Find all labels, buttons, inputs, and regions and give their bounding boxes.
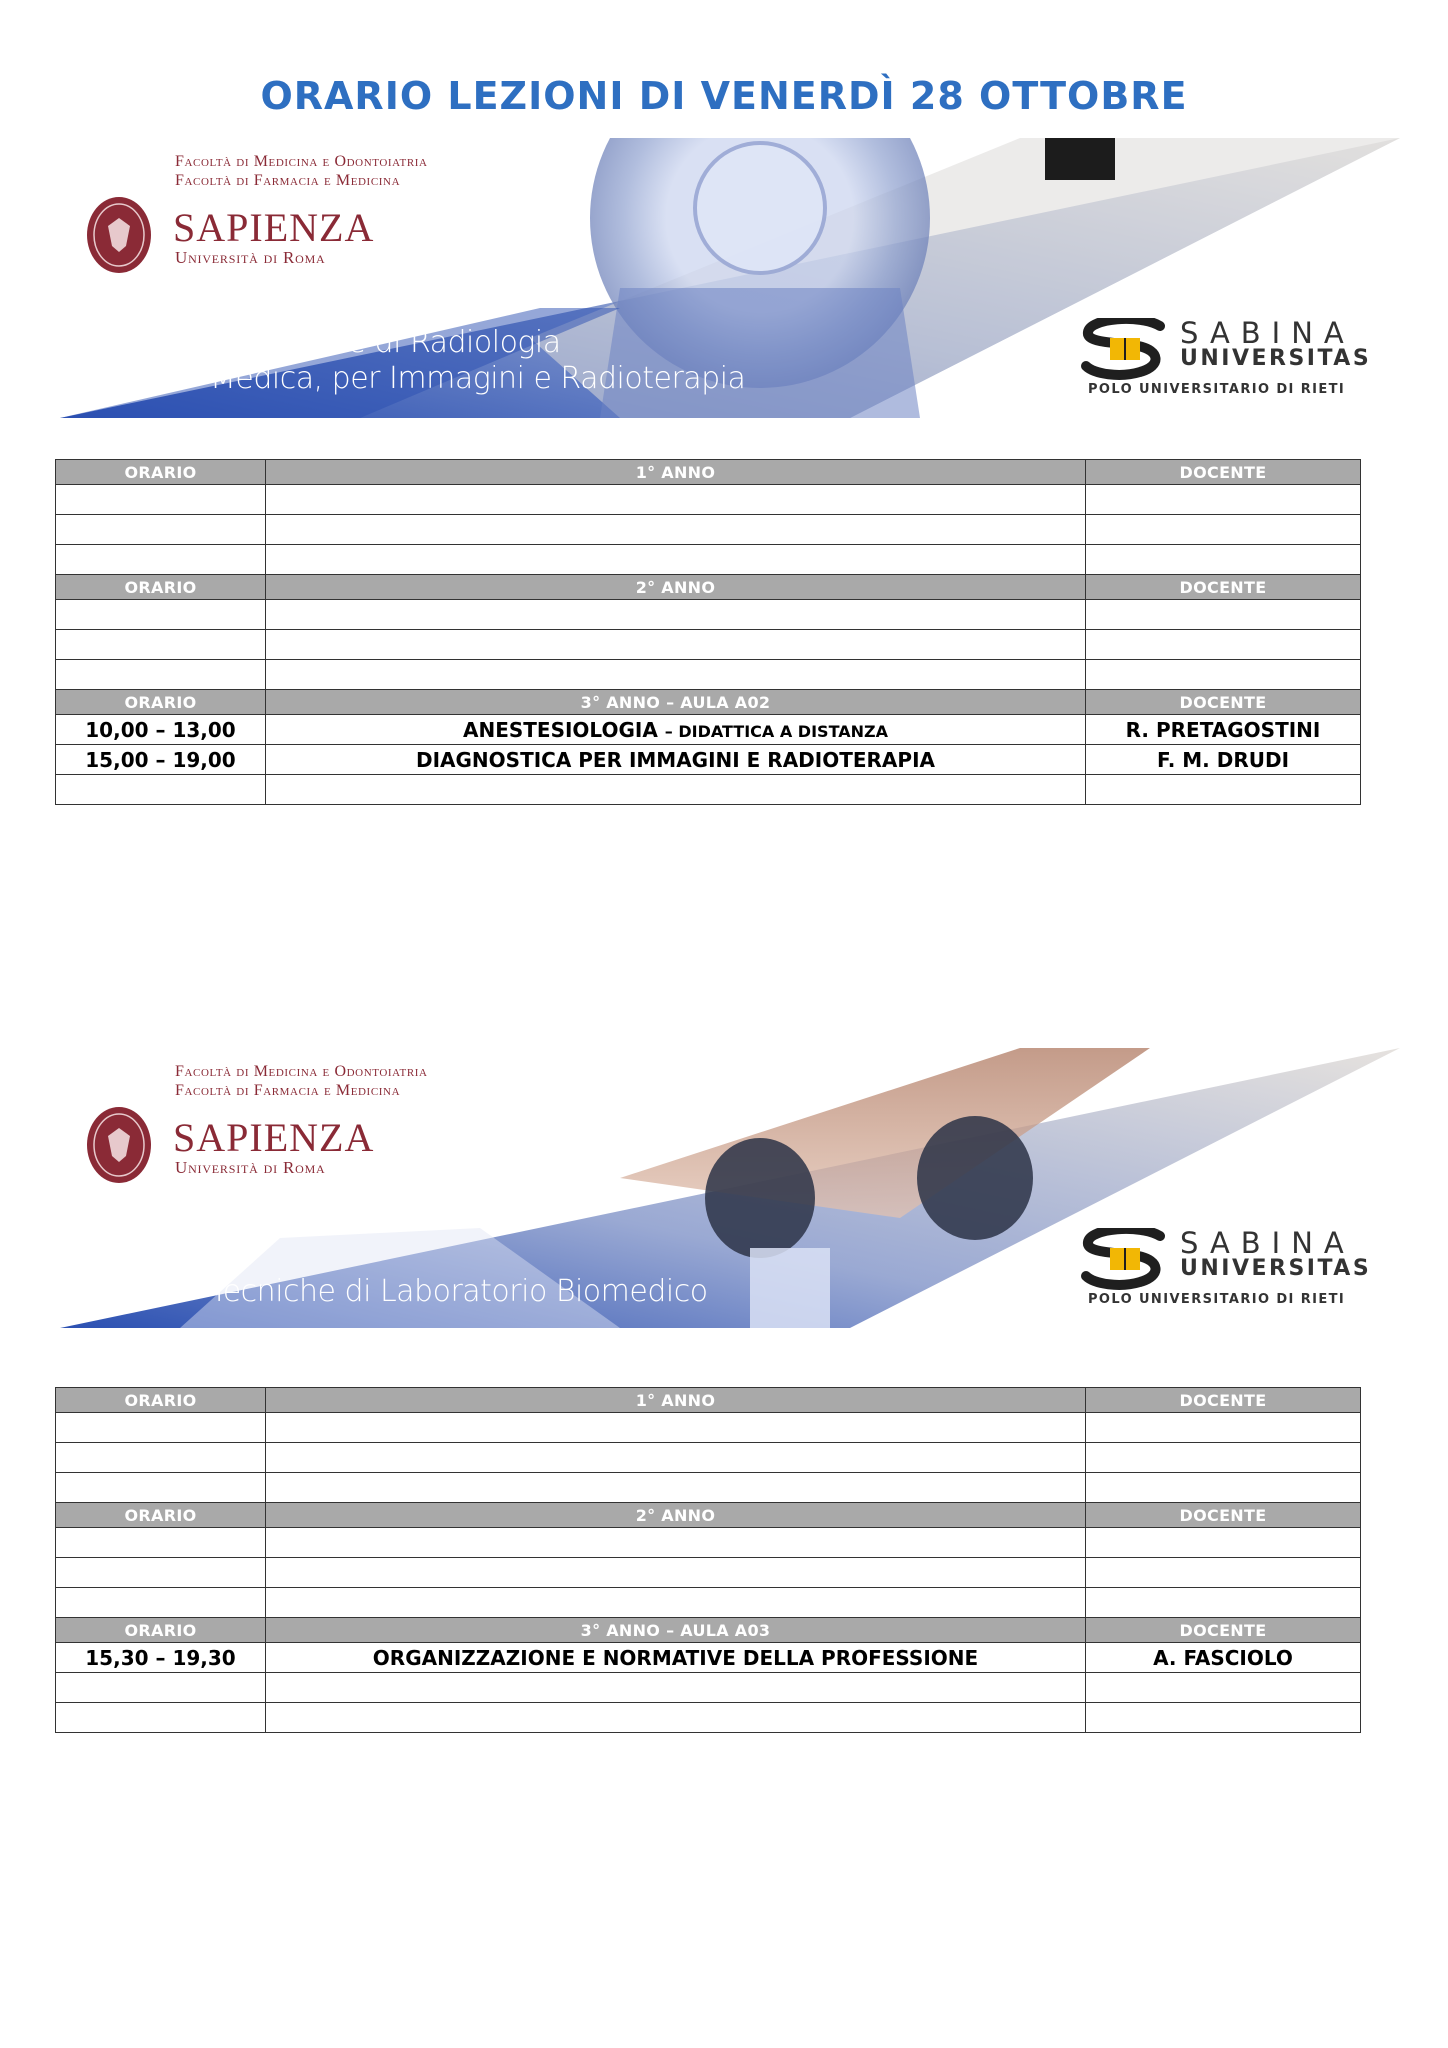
course-title-line-2: Medica, per Immagini e Radioterapia [210,361,746,396]
university-subtitle: Università di Roma [175,248,326,267]
table-cell [56,1443,266,1473]
table-cell [266,1673,1086,1703]
header-anno: 3° ANNO – AULA A02 [266,690,1086,715]
teacher-cell: R. PRETAGOSTINI [1086,715,1361,745]
table-header-row [56,1503,1361,1528]
faculty-line-2: Facoltà di Farmacia e Medicina [175,172,401,189]
table-row [56,1473,1361,1503]
table-cell [1086,485,1361,515]
schedule-table-radiologia [55,459,1361,805]
sabina-logo-icon [1080,318,1172,380]
table-cell [1086,1528,1361,1558]
header-docente: DOCENTE [1086,1618,1361,1643]
table-cell [56,630,266,660]
table-cell [266,515,1086,545]
table-cell [266,600,1086,630]
course-name: ANESTESIOLOGIA [463,717,658,742]
table-row [56,1643,1361,1673]
table-cell [56,1413,266,1443]
table-cell [1086,600,1361,630]
table-cell [56,485,266,515]
header-anno: 2° ANNO [266,1503,1086,1528]
table-cell [1086,1588,1361,1618]
header-orario: ORARIO [56,1503,266,1528]
course-note: – DIDATTICA A DISTANZA [664,721,888,741]
table-cell [266,1588,1086,1618]
header-docente: DOCENTE [1086,690,1361,715]
table-row [56,485,1361,515]
table-cell [1086,630,1361,660]
header-orario: ORARIO [56,1618,266,1643]
table-row [56,1528,1361,1558]
table-cell [56,600,266,630]
table-cell [56,775,266,805]
table-row [56,1558,1361,1588]
table-header-row [56,690,1361,715]
sapienza-seal-icon [86,196,152,274]
table-cell [1086,775,1361,805]
table-header-row [56,575,1361,600]
table-row [56,545,1361,575]
table-cell [1086,1413,1361,1443]
table-row [56,1673,1361,1703]
table-cell [266,485,1086,515]
sabina-universitas-logo [1068,310,1372,400]
time-cell: 15,30 – 19,30 [56,1643,266,1673]
table-row [56,745,1361,775]
table-row [56,1443,1361,1473]
faculty-lines [175,152,428,190]
course-title-line-1: Tecniche di Laboratorio Biomedico [210,1274,708,1309]
table-cell [266,545,1086,575]
table-cell [1086,515,1361,545]
course-cell [266,715,1086,745]
header-orario: ORARIO [56,460,266,485]
table-cell [266,1443,1086,1473]
table-cell [1086,660,1361,690]
table-cell [56,1588,266,1618]
table-cell [266,1473,1086,1503]
table-row [56,515,1361,545]
partner-name-2: UNIVERSITAS [1180,346,1372,371]
header-orario: ORARIO [56,1388,266,1413]
time-cell: 10,00 – 13,00 [56,715,266,745]
partner-subtitle: POLO UNIVERSITARIO DI RIETI [1088,382,1346,397]
header-docente: DOCENTE [1086,1388,1361,1413]
table-row [56,1703,1361,1733]
table-row [56,1413,1361,1443]
header-anno: 3° ANNO – AULA A03 [266,1618,1086,1643]
banner-radiologia [60,138,1400,423]
table-cell [56,1528,266,1558]
table-cell [56,1673,266,1703]
header-orario: ORARIO [56,575,266,600]
faculty-line-1: Facoltà di Medicina e Odontoiatria [175,153,428,170]
teacher-cell: F. M. DRUDI [1086,745,1361,775]
table-cell [1086,1443,1361,1473]
table-row [56,1588,1361,1618]
table-cell [56,515,266,545]
table-cell [266,660,1086,690]
table-row [56,660,1361,690]
time-cell: 15,00 – 19,00 [56,745,266,775]
table-cell [266,1528,1086,1558]
table-cell [266,1703,1086,1733]
header-anno: 1° ANNO [266,1388,1086,1413]
table-header-row [56,1618,1361,1643]
table-cell [56,545,266,575]
course-title-line-1: Tecniche di Radiologia [240,325,561,360]
table-header-row [56,1388,1361,1413]
header-docente: DOCENTE [1086,575,1361,600]
faculty-line-2: Facoltà di Farmacia e Medicina [175,1082,401,1099]
teacher-cell: A. FASCIOLO [1086,1643,1361,1673]
table-cell [1086,1473,1361,1503]
header-anno: 1° ANNO [266,460,1086,485]
header-docente: DOCENTE [1086,1503,1361,1528]
partner-subtitle: POLO UNIVERSITARIO DI RIETI [1088,1292,1346,1307]
faculty-line-1: Facoltà di Medicina e Odontoiatria [175,1063,428,1080]
partner-name: SABINA [1180,1226,1355,1260]
table-cell [56,1473,266,1503]
table-cell [56,660,266,690]
table-row [56,630,1361,660]
university-name: SAPIENZA [173,205,375,250]
table-cell [1086,545,1361,575]
table-cell [1086,1673,1361,1703]
university-subtitle: Università di Roma [175,1158,326,1177]
table-cell [266,1558,1086,1588]
table-cell [1086,1703,1361,1733]
table-cell [266,775,1086,805]
course-cell: ORGANIZZAZIONE E NORMATIVE DELLA PROFESSIONE [266,1643,1086,1673]
sabina-universitas-logo [1068,1220,1372,1310]
faculty-lines [175,1062,428,1100]
table-header-row [56,460,1361,485]
schedule-table-laboratorio [55,1387,1361,1733]
page-title: ORARIO LEZIONI DI VENERDÌ 28 OTTOBRE [260,74,1188,118]
table-cell [266,1413,1086,1443]
header-docente: DOCENTE [1086,460,1361,485]
university-name: SAPIENZA [173,1115,375,1160]
table-cell [56,1703,266,1733]
table-cell [266,630,1086,660]
sabina-logo-icon [1080,1228,1172,1290]
sapienza-seal-icon [86,1106,152,1184]
partner-name: SABINA [1180,316,1355,350]
table-row [56,600,1361,630]
table-row [56,715,1361,745]
table-row [56,775,1361,805]
header-anno: 2° ANNO [266,575,1086,600]
banner-laboratorio [60,1048,1400,1333]
table-cell [1086,1558,1361,1588]
table-cell [56,1558,266,1588]
partner-name-2: UNIVERSITAS [1180,1256,1372,1281]
header-orario: ORARIO [56,690,266,715]
course-cell: DIAGNOSTICA PER IMMAGINI E RADIOTERAPIA [266,745,1086,775]
